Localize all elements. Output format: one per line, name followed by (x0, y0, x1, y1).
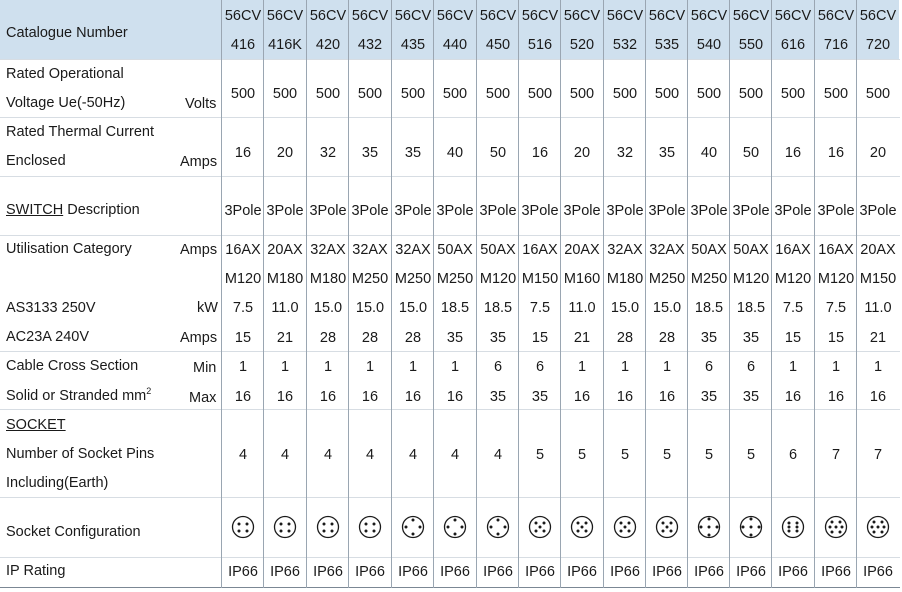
socket-pins-value: 5 (746, 447, 756, 463)
cable-min-value: 1 (365, 359, 375, 375)
thermal-value: 20 (869, 145, 887, 161)
ip-rating-value: IP66 (398, 564, 428, 580)
ac23a-value: 28 (319, 330, 337, 346)
socket-4pin-large-icon (401, 515, 425, 539)
switch-value: 3Pole (479, 203, 517, 219)
switch-value: 3Pole (774, 203, 812, 219)
voltage-value: 500 (442, 86, 468, 102)
cable-max-value: 16 (319, 389, 337, 405)
utilisation-motor-value: M120 (224, 271, 262, 287)
utilisation-motor-value: M160 (563, 271, 601, 287)
switch-label-rest: Description (63, 202, 140, 218)
cable-unit-max: Max (189, 390, 217, 406)
as3133-unit: kW (197, 300, 218, 316)
as3133-value: 18.5 (483, 300, 513, 316)
cable-min-value: 6 (493, 359, 503, 375)
ac23a-unit: Amps (180, 330, 218, 346)
socket-pins-label-line2: Including(Earth) (6, 475, 109, 491)
cable-min-value: 1 (238, 359, 248, 375)
socket-pins-value: 5 (620, 447, 630, 463)
cable-max-value: 16 (658, 389, 676, 405)
socket-pins-value: 4 (280, 447, 290, 463)
ac23a-value: 15 (827, 330, 845, 346)
socket-pins-value: 4 (408, 447, 418, 463)
cable-max-value: 16 (573, 389, 591, 405)
cable-max-value: 16 (276, 389, 294, 405)
switch-value: 3Pole (266, 203, 304, 219)
thermal-value: 16 (827, 145, 845, 161)
cable-label-sup: 2 (146, 386, 152, 397)
cable-max-value: 16 (404, 389, 422, 405)
as3133-value: 15.0 (355, 300, 385, 316)
row-divider (0, 497, 900, 498)
switch-value: 3Pole (817, 203, 855, 219)
socket-pins-value: 4 (323, 447, 333, 463)
thermal-unit: Amps (180, 154, 218, 170)
utilisation-value: 50AX (691, 242, 727, 258)
voltage-value: 500 (485, 86, 511, 102)
ip-rating-value: IP66 (567, 564, 597, 580)
catalogue-code: 720 (865, 37, 891, 53)
thermal-value: 32 (616, 145, 634, 161)
utilisation-value: 16AX (818, 242, 854, 258)
utilisation-value: 20AX (860, 242, 896, 258)
as3133-value: 7.5 (232, 300, 254, 316)
ac23a-value: 15 (531, 330, 549, 346)
voltage-value: 500 (527, 86, 553, 102)
socket-pins-value: 5 (577, 447, 587, 463)
socket-5pin-large-icon (697, 515, 721, 539)
cable-min-value: 6 (746, 359, 756, 375)
socket-heading: SOCKET (6, 417, 66, 433)
ac23a-value: 28 (658, 330, 676, 346)
utilisation-value: 32AX (649, 242, 685, 258)
utilisation-value: 50AX (480, 242, 516, 258)
as3133-value: 18.5 (694, 300, 724, 316)
catalogue-code: 420 (315, 37, 341, 53)
voltage-value: 500 (400, 86, 426, 102)
thermal-value: 40 (700, 145, 718, 161)
as3133-value: 15.0 (652, 300, 682, 316)
voltage-unit: Volts (185, 96, 217, 112)
utilisation-value: 32AX (310, 242, 346, 258)
thermal-label-line2: Enclosed (6, 153, 66, 169)
utilisation-value: 50AX (437, 242, 473, 258)
utilisation-motor-value: M120 (732, 271, 770, 287)
socket-4pin-icon (316, 515, 340, 539)
switch-value: 3Pole (224, 203, 262, 219)
socket-7pin-icon (866, 515, 890, 539)
catalogue-prefix: 56CV (774, 8, 812, 24)
voltage-value: 500 (357, 86, 383, 102)
catalogue-prefix: 56CV (309, 8, 347, 24)
utilisation-motor-value: M180 (266, 271, 304, 287)
voltage-value: 500 (823, 86, 849, 102)
cable-min-value: 1 (280, 359, 290, 375)
ac23a-label: AC23A 240V (6, 329, 90, 345)
catalogue-prefix: 56CV (351, 8, 389, 24)
utilisation-value: 20AX (267, 242, 303, 258)
ac23a-value: 35 (742, 330, 760, 346)
utilisation-label: Utilisation Category (6, 241, 132, 257)
voltage-value: 500 (654, 86, 680, 102)
voltage-value: 500 (780, 86, 806, 102)
socket-6pin-icon (781, 515, 805, 539)
thermal-value: 20 (573, 145, 591, 161)
as3133-value: 18.5 (440, 300, 470, 316)
thermal-value: 35 (658, 145, 676, 161)
switch-value: 3Pole (436, 203, 474, 219)
cable-min-value: 6 (535, 359, 545, 375)
thermal-value: 50 (489, 145, 507, 161)
voltage-value: 500 (569, 86, 595, 102)
switch-value: 3Pole (648, 203, 686, 219)
socket-pins-value: 5 (704, 447, 714, 463)
ac23a-value: 15 (784, 330, 802, 346)
cable-label-text: Solid or Stranded mm (6, 388, 147, 404)
cable-unit-min: Min (193, 360, 217, 376)
catalogue-code: 520 (569, 37, 595, 53)
utilisation-motor-value: M180 (606, 271, 644, 287)
utilisation-motor-value: M150 (859, 271, 897, 287)
cable-min-value: 1 (620, 359, 630, 375)
catalogue-code: 440 (442, 37, 468, 53)
utilisation-motor-value: M120 (817, 271, 855, 287)
socket-pins-value: 7 (873, 447, 883, 463)
cable-max-value: 35 (531, 389, 549, 405)
utilisation-motor-value: M150 (521, 271, 559, 287)
socket-5pin-large-icon (739, 515, 763, 539)
as3133-value: 11.0 (864, 300, 892, 316)
row-divider (0, 557, 900, 558)
socket-config-label: Socket Configuration (6, 524, 141, 540)
switch-value: 3Pole (351, 203, 389, 219)
ip-rating-value: IP66 (313, 564, 343, 580)
switch-value: 3Pole (859, 203, 897, 219)
ac23a-value: 28 (616, 330, 634, 346)
row-divider (0, 235, 900, 236)
cable-label-line2 (6, 388, 151, 404)
voltage-value: 500 (865, 86, 891, 102)
catalogue-prefix: 56CV (859, 8, 897, 24)
ac23a-value: 35 (446, 330, 464, 346)
utilisation-unit: Amps (180, 242, 218, 258)
ip-rating-value: IP66 (821, 564, 851, 580)
thermal-value: 50 (742, 145, 760, 161)
catalogue-prefix: 56CV (479, 8, 517, 24)
ac23a-value: 35 (700, 330, 718, 346)
as3133-value: 7.5 (782, 300, 804, 316)
catalogue-prefix: 56CV (394, 8, 432, 24)
socket-4pin-large-icon (443, 515, 467, 539)
catalogue-code: 535 (654, 37, 680, 53)
ac23a-value: 28 (361, 330, 379, 346)
ip-rating-value: IP66 (355, 564, 385, 580)
ip-rating-value: IP66 (652, 564, 682, 580)
utilisation-motor-value: M250 (648, 271, 686, 287)
catalogue-prefix: 56CV (817, 8, 855, 24)
socket-5pin-icon (613, 515, 637, 539)
socket-7pin-icon (824, 515, 848, 539)
socket-4pin-icon (358, 515, 382, 539)
voltage-value: 500 (696, 86, 722, 102)
cable-max-value: 16 (827, 389, 845, 405)
catalogue-code: 716 (823, 37, 849, 53)
switch-value: 3Pole (563, 203, 601, 219)
voltage-value: 500 (738, 86, 764, 102)
as3133-value: 11.0 (568, 300, 596, 316)
socket-4pin-icon (273, 515, 297, 539)
socket-pins-value: 4 (238, 447, 248, 463)
socket-5pin-icon (655, 515, 679, 539)
utilisation-value: 32AX (352, 242, 388, 258)
ip-rating-value: IP66 (483, 564, 513, 580)
utilisation-value: 16AX (522, 242, 558, 258)
ip-rating-label: IP Rating (6, 563, 66, 579)
ip-rating-value: IP66 (863, 564, 893, 580)
thermal-value: 35 (404, 145, 422, 161)
catalogue-prefix: 56CV (732, 8, 770, 24)
switch-value: 3Pole (394, 203, 432, 219)
utilisation-motor-value: M180 (309, 271, 347, 287)
utilisation-value: 50AX (733, 242, 769, 258)
cable-min-value: 1 (831, 359, 841, 375)
switch-value: 3Pole (606, 203, 644, 219)
row-divider (0, 351, 900, 352)
as3133-value: 7.5 (825, 300, 847, 316)
cable-max-value: 16 (616, 389, 634, 405)
catalogue-code: 532 (612, 37, 638, 53)
catalogue-code: 435 (400, 37, 426, 53)
socket-pins-value: 7 (831, 447, 841, 463)
ip-rating-value: IP66 (778, 564, 808, 580)
cable-max-value: 35 (489, 389, 507, 405)
row-divider (0, 587, 900, 588)
utilisation-motor-value: M250 (351, 271, 389, 287)
catalogue-prefix: 56CV (690, 8, 728, 24)
ip-rating-value: IP66 (228, 564, 258, 580)
ac23a-value: 15 (234, 330, 252, 346)
switch-description-label (6, 202, 140, 218)
thermal-value: 35 (361, 145, 379, 161)
voltage-value: 500 (315, 86, 341, 102)
socket-4pin-icon (231, 515, 255, 539)
thermal-value: 16 (784, 145, 802, 161)
socket-5pin-icon (528, 515, 552, 539)
cable-max-value: 35 (700, 389, 718, 405)
catalogue-prefix: 56CV (266, 8, 304, 24)
cable-min-value: 1 (408, 359, 418, 375)
row-divider (0, 117, 900, 118)
catalogue-prefix: 56CV (436, 8, 474, 24)
cable-max-value: 16 (234, 389, 252, 405)
ac23a-value: 21 (276, 330, 294, 346)
utilisation-value: 32AX (395, 242, 431, 258)
utilisation-motor-value: M250 (436, 271, 474, 287)
as3133-value: 11.0 (271, 300, 299, 316)
ip-rating-value: IP66 (440, 564, 470, 580)
as3133-value: 7.5 (529, 300, 551, 316)
cable-min-value: 1 (788, 359, 798, 375)
thermal-value: 16 (531, 145, 549, 161)
cable-min-value: 6 (704, 359, 714, 375)
cable-min-value: 1 (323, 359, 333, 375)
utilisation-motor-value: M120 (479, 271, 517, 287)
ac23a-value: 35 (489, 330, 507, 346)
thermal-value: 32 (319, 145, 337, 161)
utilisation-value: 32AX (607, 242, 643, 258)
thermal-value: 16 (234, 145, 252, 161)
socket-pins-value: 4 (450, 447, 460, 463)
switch-value: 3Pole (309, 203, 347, 219)
voltage-value: 500 (230, 86, 256, 102)
ac23a-value: 28 (404, 330, 422, 346)
switch-value: 3Pole (732, 203, 770, 219)
catalogue-number-label: Catalogue Number (6, 25, 128, 41)
cable-max-value: 16 (784, 389, 802, 405)
catalogue-prefix: 56CV (521, 8, 559, 24)
utilisation-value: 16AX (225, 242, 261, 258)
ip-rating-value: IP66 (525, 564, 555, 580)
voltage-label-line1: Rated Operational (6, 66, 124, 82)
ip-rating-value: IP66 (736, 564, 766, 580)
catalogue-code: 432 (357, 37, 383, 53)
cable-label-line1: Cable Cross Section (6, 358, 139, 374)
socket-pins-label-line1: Number of Socket Pins (6, 446, 155, 462)
socket-pins-value: 5 (535, 447, 545, 463)
catalogue-prefix: 56CV (648, 8, 686, 24)
catalogue-code: 616 (780, 37, 806, 53)
utilisation-motor-value: M250 (690, 271, 728, 287)
socket-pins-value: 5 (662, 447, 672, 463)
catalogue-prefix: 56CV (224, 8, 262, 24)
row-divider (0, 176, 900, 177)
socket-pins-value: 4 (365, 447, 375, 463)
cable-min-value: 1 (662, 359, 672, 375)
cable-max-value: 16 (361, 389, 379, 405)
thermal-value: 40 (446, 145, 464, 161)
cable-max-value: 16 (446, 389, 464, 405)
socket-pins-value: 4 (493, 447, 503, 463)
cable-max-value: 16 (869, 389, 887, 405)
row-divider (0, 409, 900, 410)
socket-5pin-icon (570, 515, 594, 539)
switch-heading: SWITCH (6, 202, 64, 218)
voltage-value: 500 (612, 86, 638, 102)
ip-rating-value: IP66 (694, 564, 724, 580)
cable-min-value: 1 (873, 359, 883, 375)
ac23a-value: 21 (573, 330, 591, 346)
utilisation-motor-value: M120 (774, 271, 812, 287)
cable-min-value: 1 (450, 359, 460, 375)
thermal-value: 20 (276, 145, 294, 161)
utilisation-value: 16AX (775, 242, 811, 258)
voltage-value: 500 (272, 86, 298, 102)
ip-rating-value: IP66 (270, 564, 300, 580)
switch-value: 3Pole (690, 203, 728, 219)
socket-pins-value: 6 (788, 447, 798, 463)
as3133-value: 15.0 (398, 300, 428, 316)
ip-rating-value: IP66 (610, 564, 640, 580)
catalogue-code: 416 (230, 37, 256, 53)
row-divider (0, 59, 900, 60)
thermal-label-line1: Rated Thermal Current (6, 124, 155, 140)
cable-min-value: 1 (577, 359, 587, 375)
utilisation-motor-value: M250 (394, 271, 432, 287)
switch-value: 3Pole (521, 203, 559, 219)
catalogue-code: 450 (485, 37, 511, 53)
utilisation-value: 20AX (564, 242, 600, 258)
as3133-label: AS3133 250V (6, 300, 96, 316)
catalogue-code: 416K (268, 37, 302, 53)
catalogue-code: 516 (527, 37, 553, 53)
catalogue-code: 540 (696, 37, 722, 53)
catalogue-prefix: 56CV (563, 8, 601, 24)
socket-4pin-large-icon (486, 515, 510, 539)
voltage-label-line2: Voltage Ue(-50Hz) (6, 95, 126, 111)
as3133-value: 18.5 (736, 300, 766, 316)
as3133-value: 15.0 (610, 300, 640, 316)
catalogue-code: 550 (738, 37, 764, 53)
as3133-value: 15.0 (313, 300, 343, 316)
catalogue-prefix: 56CV (606, 8, 644, 24)
ac23a-value: 21 (869, 330, 887, 346)
cable-max-value: 35 (742, 389, 760, 405)
